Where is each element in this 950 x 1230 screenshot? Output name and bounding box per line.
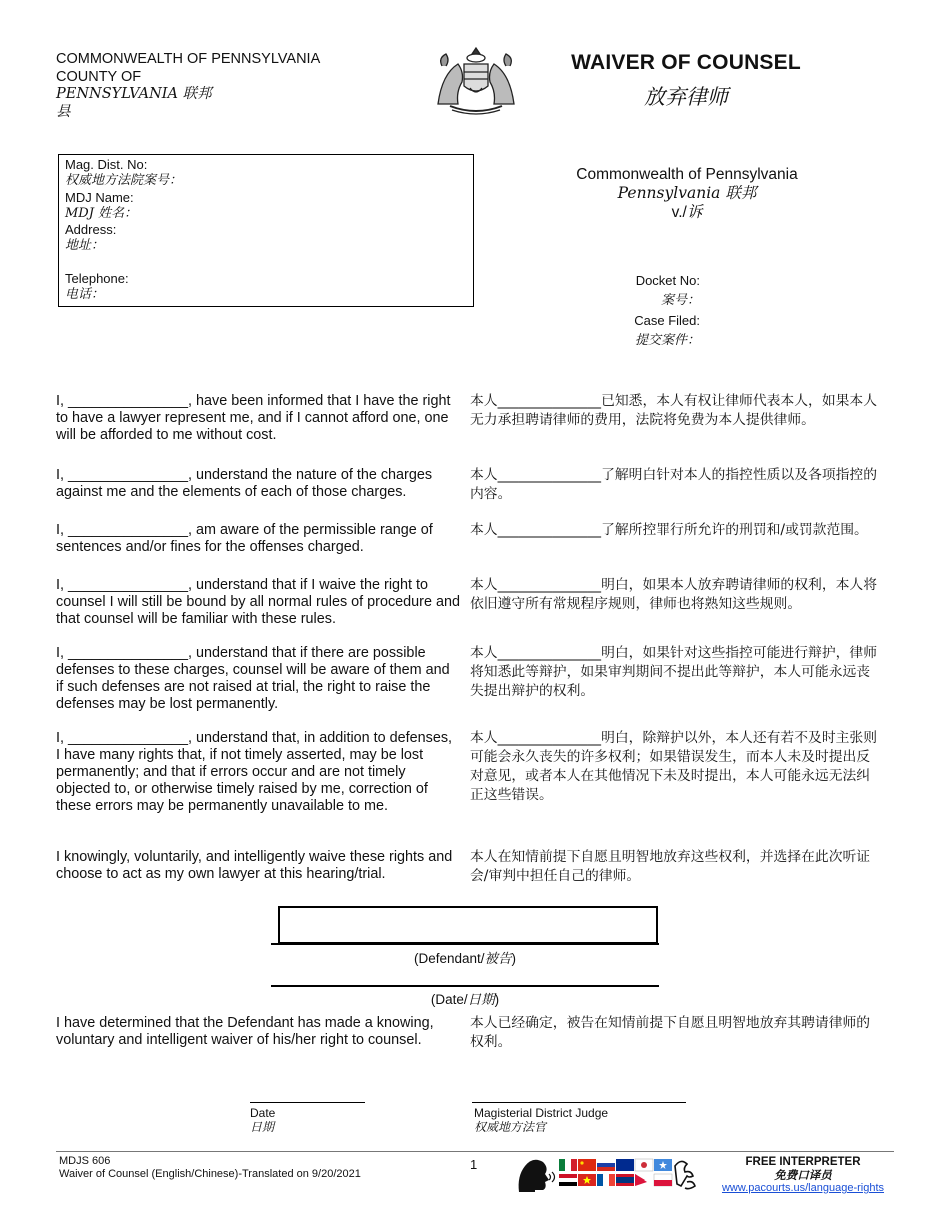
defendant-label: (Defendant/被告) <box>413 951 517 967</box>
form-title <box>562 51 810 111</box>
docket-block <box>560 271 700 351</box>
paragraph-en-2: I, _______________, understand the nature of the charges against me and the elements of each of those charges. <box>56 467 433 500</box>
paragraph-zh-2: 本人_______________了解明白针对本人的指控性质以及各项指控的内容。 <box>470 467 878 502</box>
paragraph-en-5: I, _______________, understand that if there are possible defenses to these charges, counsel will be aware of them and if such defenses are not raised at trial, the right to raise the defenses may be lost permanently. <box>56 645 450 712</box>
paragraph-en-1: I, _______________, have been informed that I have the right to have a lawyer represent me, and if I cannot afford one, one will be afforded to me without cost. <box>56 393 451 443</box>
paragraph-en-7: I knowingly, voluntarily, and intelligently waive these rights and choose to act as my own lawyer at this hearing/trial. <box>56 849 453 882</box>
form-description: Waiver of Counsel (English/Chinese)-Translated on 9/20/2021 <box>59 1168 361 1180</box>
judge-date-label-zh: 日期 <box>250 1120 275 1134</box>
judge-block <box>474 1106 608 1134</box>
caption-line-1: Commonwealth of Pennsylvania <box>576 166 798 183</box>
caption-line-2: Pennsylvania 联邦 <box>617 184 757 202</box>
date-signature-line[interactable] <box>271 985 659 987</box>
pennsylvania-seal-icon <box>430 44 522 116</box>
case-caption <box>540 165 834 222</box>
court-info-box <box>58 154 474 307</box>
paragraph-en-4: I, _______________, understand that if I waive the right to counsel I will still be bound by all normal rules of procedure and that counsel will be familiar with these rules. <box>56 577 460 627</box>
footer-divider <box>56 1151 894 1152</box>
issuer-line-1: COMMONWEALTH OF PENNSYLVANIA <box>56 51 321 67</box>
paragraph-en-3: I, _______________, am aware of the permissible range of sentences and/or fines for the offenses charged. <box>56 522 433 555</box>
interpreter-title-zh: 免费口译员 <box>774 1168 832 1182</box>
paragraph-zh-4: 本人_______________明白，如果本人放弃聘请律师的权利，本人将依旧遵守所有常规程序规则，律师也将熟知这些规则。 <box>470 577 878 612</box>
language-flags-icon <box>515 1152 705 1194</box>
paragraph-zh-5: 本人_______________明白，如果针对这些指控可能进行辩护，律师将知悉此等辩护，如果审判期间不提出此等辩护，本人可能永远丧失提出辩护的权利。 <box>470 645 878 699</box>
telephone-label-zh: 电话： <box>65 287 105 303</box>
title-english: WAIVER OF COUNSEL <box>571 51 801 74</box>
footer-form-info <box>59 1155 361 1181</box>
language-rights-link[interactable]: www.pacourts.us/language-rights <box>721 1182 885 1194</box>
judge-date-line[interactable] <box>250 1102 365 1103</box>
address-label-zh: 地址： <box>65 238 105 254</box>
issuer-line-4: 县 <box>56 103 71 120</box>
judge-date-block <box>250 1106 275 1134</box>
interpreter-title: FREE INTERPRETER <box>745 1156 861 1168</box>
date-label: (Date/日期) <box>430 992 500 1008</box>
telephone-label: Telephone: <box>65 270 129 286</box>
caption-line-3: v./诉 <box>671 203 703 221</box>
paragraph-en-6: I, _______________, understand that, in addition to defenses, I have many rights that, if not timely asserted, may be lost permanently; and that if errors occur and are not timely objected to, or otherwise timely raised by me, correction of these errors may be permanently unavailable to me. <box>56 730 453 814</box>
case-filed-label: Case Filed: <box>634 313 700 328</box>
determination-en: I have determined that the Defendant has made a knowing, voluntary and intelligent waiver of his/her right to counsel. <box>56 1015 434 1048</box>
mdj-name-label: MDJ Name: <box>65 189 134 205</box>
paragraph-zh-1: 本人_______________已知悉，本人有权让律师代表本人，如果本人无力承担聘请律师的费用，法院将免费为本人提供律师。 <box>470 393 878 428</box>
judge-date-label: Date <box>250 1106 276 1120</box>
judge-label: Magisterial District Judge <box>474 1106 609 1120</box>
paragraph-zh-6: 本人_______________明白，除辩护以外，本人还有若不及时主张则可能会永久丧失的许多权利；如果错误发生，而本人未及时提出反对意见，或者本人在其他情况下未及时提出，本人可能永远无法纠正这些错误。 <box>470 730 878 803</box>
mdj-name-label-zh: MDJ 姓名： <box>65 205 138 221</box>
determination-zh: 本人已经确定，被告在知情前提下自愿且明智地放弃其聘请律师的权利。 <box>470 1015 871 1050</box>
paragraph-zh-7: 本人在知情前提下自愿且明智地放弃这些权利，并选择在此次听证会/审判中担任自己的律师。 <box>470 849 871 884</box>
issuer-line-2: COUNTY OF <box>56 68 142 85</box>
free-interpreter-block <box>720 1156 886 1195</box>
form-id: MDJS 606 <box>59 1155 111 1167</box>
issuer-line-3: PENNSYLVANIA 联邦 <box>56 86 212 102</box>
paragraph-zh-3: 本人_______________了解所控罪行所允许的刑罚和/或罚款范围。 <box>470 522 868 538</box>
page-number: 1 <box>470 1157 478 1172</box>
issuer-block <box>56 51 320 121</box>
docket-label-zh: 案号： <box>660 293 700 308</box>
docket-label: Docket No: <box>635 273 700 288</box>
judge-label-zh: 权威地方法官 <box>474 1120 547 1134</box>
mag-dist-label-zh: 权威地方法院案号： <box>65 173 183 189</box>
judge-signature-line[interactable] <box>472 1102 686 1103</box>
mag-dist-label: Mag. Dist. No: <box>65 157 148 172</box>
title-chinese: 放弃律师 <box>644 85 728 109</box>
case-filed-label-zh: 提交案件： <box>634 333 700 348</box>
defendant-signature-line <box>271 943 659 945</box>
defendant-signature-field[interactable] <box>278 906 658 944</box>
address-label: Address: <box>65 222 117 238</box>
